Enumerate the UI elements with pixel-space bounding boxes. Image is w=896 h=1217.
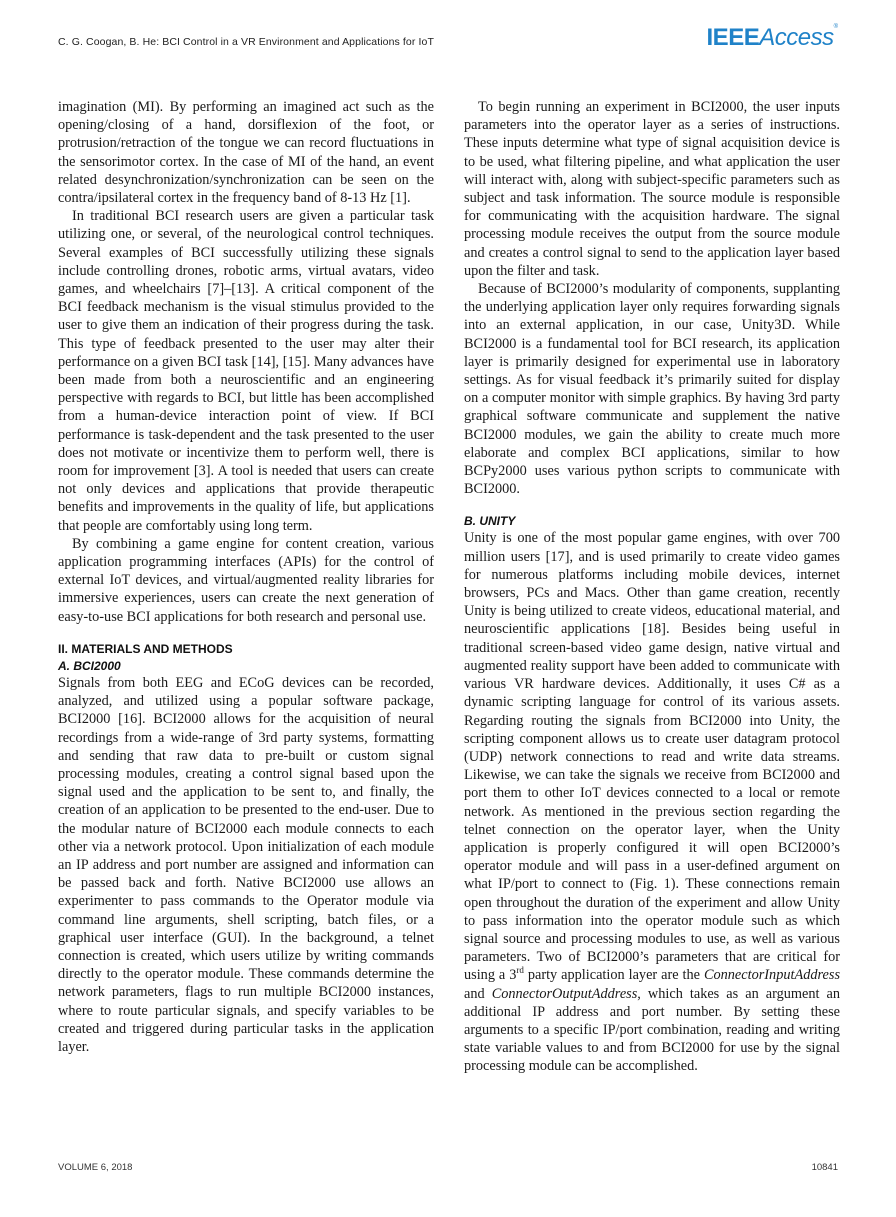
left-column xyxy=(58,98,434,1056)
logo-ieee-text: IEEE xyxy=(706,24,760,51)
parameter-name: ConnectorInputAddress xyxy=(703,967,841,984)
logo-access-text: Access xyxy=(759,24,834,51)
paragraph: imagination (MI). By performing an imagined act such as the opening/closing of a hand, dorsiflexion of the foot, or protrusion/retraction of the tongue we can record fluctuations in the sensorimotor cortex. In the case of MI of the hand, an event related desynchronization/synchronization can be seen on the contra/ipsilateral cortex in the frequency band of 8-13 Hz [1]. xyxy=(58,99,434,207)
section-heading: II. MATERIALS AND METHODS xyxy=(58,641,233,656)
paragraph-text: , which takes as an argument an additional IP address and port number. By setting these arguments to a specific IP/port combination, reading and writing state variable values to and from BCI2000 for use by the signal processing module can be accomplished. xyxy=(464,985,841,1075)
paragraph: To begin running an experiment in BCI2000, the user inputs parameters into the operator layer as a series of instructions. These inputs determine what type of signal acquisition device is to be used, what filtering pipeline, and what application the user will interact with, along with subject-specific parameters such as subject and task information. The source module is responsible for communicating with the acquisition hardware. The signal processing module receives the output from the source module and creates a control signal to send to the application layer based upon the filter and task. xyxy=(464,99,840,279)
paragraph: Signals from both EEG and ECoG devices can be recorded, analyzed, and utilized using a popular software package, BCI2000 [16]. BCI2000 allows for the acquisition of neural recordings from a wide-range of 3rd party systems, formatting and sending that raw data to pre-built or custom signal processing modules, creating a control signal based upon the signal used and the application to be sent to, and finally, the creation of an application to be presented to the end-user. Due to the modular nature of BCI2000 each module connects to each other via a network protocol. Upon initialization of each module an IP address and port number are assigned and information can be passed back and forth. Native BCI2000 use allows an experimenter to pass commands to the Operator module via command line arguments, shell scripting, batch files, or a graphical user interface (GUI). In the background, a telnet connection is created, which users utilize by writing commands directly to the operator module. These commands determine the network parameters, flags to run multiple BCI2000 instances, where to route particular signals, and specify variables to be created and triggered during particular tasks in the application layer. xyxy=(58,674,434,1055)
ordinal-number: 3 xyxy=(509,967,517,984)
running-head: C. G. Coogan, B. He: BCI Control in a VR Environment and Applications for IoT xyxy=(58,36,434,48)
paragraph: Because of BCI2000’s modularity of components, supplanting the underlying application layer only requires forwarding signals into an external application, in our case, Unity3D. While BCI2000 is a fundamental tool for BCI research, its application layer is primarily designed for experimental use in laboratory settings. As for visual feedback it’s primarily suited for display on a computer monitor with simple graphics. By having 3rd party graphical software communicate and supplement the native BCI2000 modules, we gain the ability to create much more elaborate and complex BCI applications, similar to how BCPy2000 uses various python scripts to communicate with BCI2000. xyxy=(464,281,840,498)
paragraph xyxy=(464,529,840,1075)
paragraph-text: Unity is one of the most popular game engines, with over 700 million users [17], and is used primarily to create video games for numerous platforms including mobile devices, internet browsers, PCs and Macs. Other than game creation, recently Unity is being utilized to create videos, educational material, and neuroscientific applications [18]. Besides being useful in traditional screen-based video game design, native virtual and augmented reality support have been added to communicate with various VR hardware devices. Additionally, it uses C# as a dynamic scripting language for control of its various assets. Regarding routing the signals from BCI2000 into Unity, the scripting component allows us to create user datagram protocol (UDP) network connections to read and write data streams. Likewise, we can take the signals we receive from BCI2000 and port them to other IoT devices connected to a local or remote network. As mentioned in the previous section regarding the telnet connection on the operator layer, when the Unity application is properly configured it will open BCI2000’s operator module and will pass in a user-defined argument on what IP/port to connect to (Fig. 1). These connections remain open throughout the duration of the experiment and allow Unity to pass information into the operator module such as which signal source and processing modules to use, as well as various parameters. Two of BCI2000’s parameters that are critical for using a xyxy=(464,530,840,984)
subsection-heading: A. BCI2000 xyxy=(58,658,121,673)
footer-volume: VOLUME 6, 2018 xyxy=(58,1162,133,1173)
ordinal-suffix: rd xyxy=(516,965,524,976)
footer-page-number: 10841 xyxy=(811,1162,838,1173)
right-column xyxy=(464,98,840,1076)
subsection-heading: B. UNITY xyxy=(464,514,516,529)
paragraph-text: party application layer are the xyxy=(523,967,704,984)
logo-trademark-icon: ® xyxy=(833,24,838,30)
ieee-access-logo xyxy=(707,24,838,52)
paragraph-text: and xyxy=(464,985,492,1002)
paragraph: In traditional BCI research users are given a particular task utilizing one, or several, of the neurological control techniques. Several examples of BCI successfully utilizing these signals include controlling drones, robotic arms, virtual avatars, video games, and wheelchairs [7]–[13]. A critical component of the BCI feedback mechanism is the visual stimulus provided to the user to give them an indication of their progress during the task. This type of feedback presented to the user may alter their performance on a given BCI task [14], [15]. Many advances have been made from both a neuroscientific and an engineering perspective with regards to BCI, but little has been accomplished from a human-device interaction point of view. If BCI performance is task-dependent and the task presented to the user does not motivate or incentivize them to perform well, there is room for improvement [3]. A tool is needed that users can create not only devices and applications that provide therapeutic benefits and improvements in the quality of life, but applications that people are comfortably using long term. xyxy=(58,208,434,534)
paragraph: By combining a game engine for content creation, various application programming interfaces (APIs) for the control of external IoT devices, and virtual/augmented reality libraries for immersive experiences, users can create the next generation of easy-to-use BCI applications for both research and personal use. xyxy=(58,535,434,625)
parameter-name: ConnectorOutputAddress xyxy=(491,985,638,1002)
